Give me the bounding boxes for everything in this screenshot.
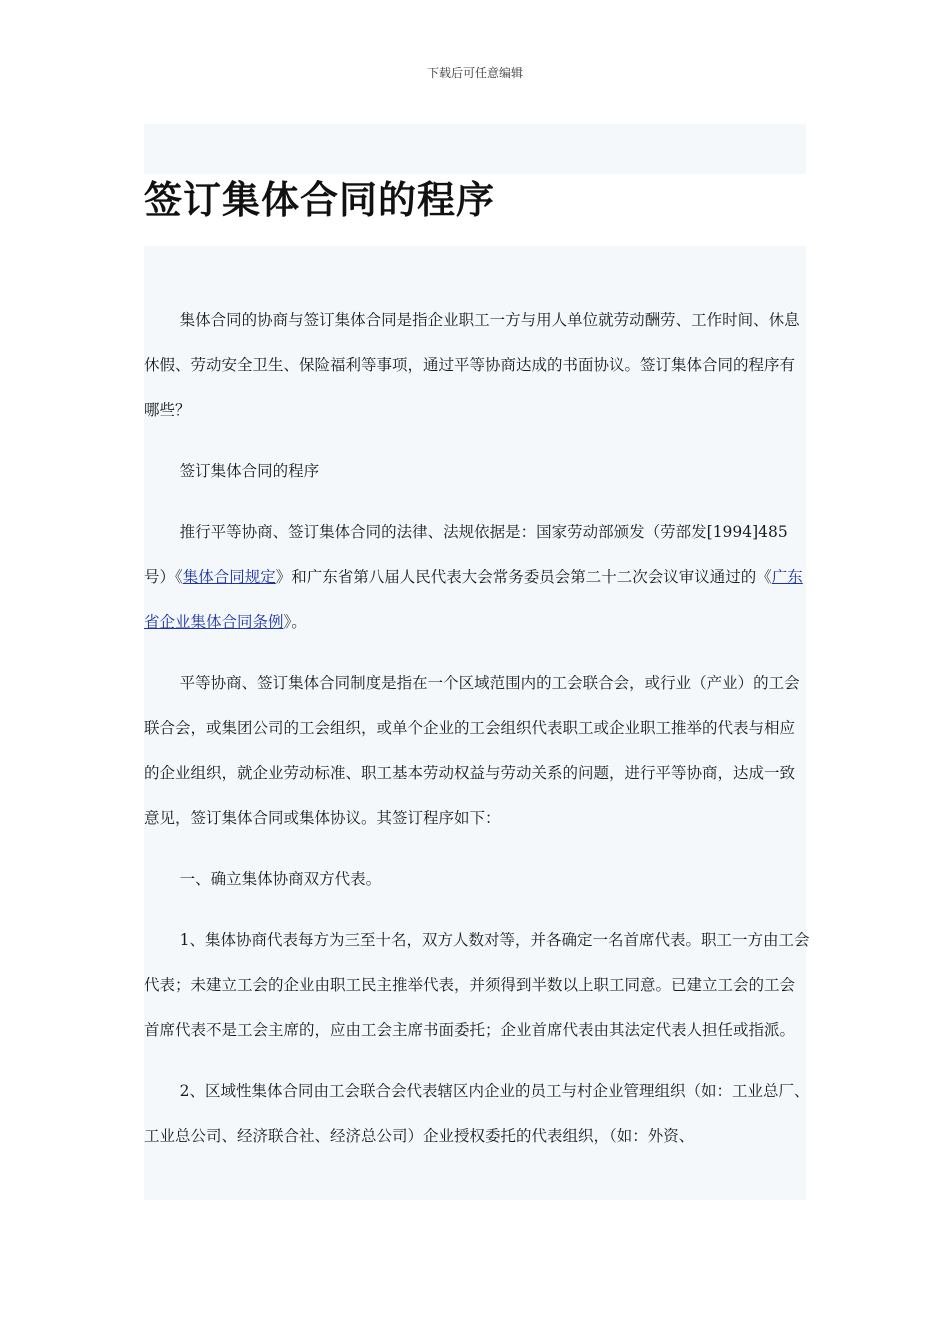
link-collective-contract-regulation[interactable]: 集体合同规定 [182,568,276,586]
legal-basis-text-end: 》。 [283,613,307,631]
paragraph-subheading: 签订集体合同的程序 [179,462,320,480]
link-guangdong-collective-contract-ordinance[interactable]: 广东省企业集体合同条例 [144,568,803,631]
legal-basis-text-middle: 》和广东省第八届人民代表大会常务委员会第二十二次会议审议通过的《 [275,568,772,586]
paragraph-item-one: 1、集体协商代表每方为三至十名，双方人数对等，并各确定一名首席代表。职工一方由工会代表；未建立工会的企业由职工民主推举代表，并须得到半数以上职工同意。已建立工会的工会首席代表不是工会主席的，应由工会主席书面委托；企业首席代表由其法定代表人担任或指派。 [144,931,810,1039]
top-band [144,124,806,174]
paragraph-system-definition: 平等协商、签订集体合同制度是指在一个区域范围内的工会联合会，或行业（产业）的工会联合会，或集团公司的工会组织，或单个企业的工会组织代表职工或企业职工推举的代表与相应的企业组织，就企业劳动标准、职工基本劳动权益与劳动关系的问题，进行平等协商，达成一致意见，签订集体合同或集体协议。其签订程序如下： [144,674,800,827]
paragraph-section-one-heading: 一、确立集体协商双方代表。 [179,870,382,888]
header-note: 下载后可任意编辑 [426,66,523,80]
page-title: 签订集体合同的程序 [144,178,496,222]
paragraph-intro: 集体合同的协商与签订集体合同是指企业职工一方与用人单位就劳动酬劳、工作时间、休息休假、劳动安全卫生、保险福利等事项，通过平等协商达成的书面协议。签订集体合同的程序有哪些？ [144,311,800,419]
article-body [144,298,810,1175]
legal-basis-text-start: 推行平等协商、签订集体合同的法律、法规依据是：国家劳动部颁发（劳部发[1994]485号）《 [144,523,788,586]
paragraph-legal-basis [144,510,810,645]
paragraph-item-two: 2、区域性集体合同由工会联合会代表辖区内企业的员工与村企业管理组织（如：工业总厂、工业总公司、经济联合社、经济总公司）企业授权委托的代表组织，（如：外资、 [144,1082,810,1145]
